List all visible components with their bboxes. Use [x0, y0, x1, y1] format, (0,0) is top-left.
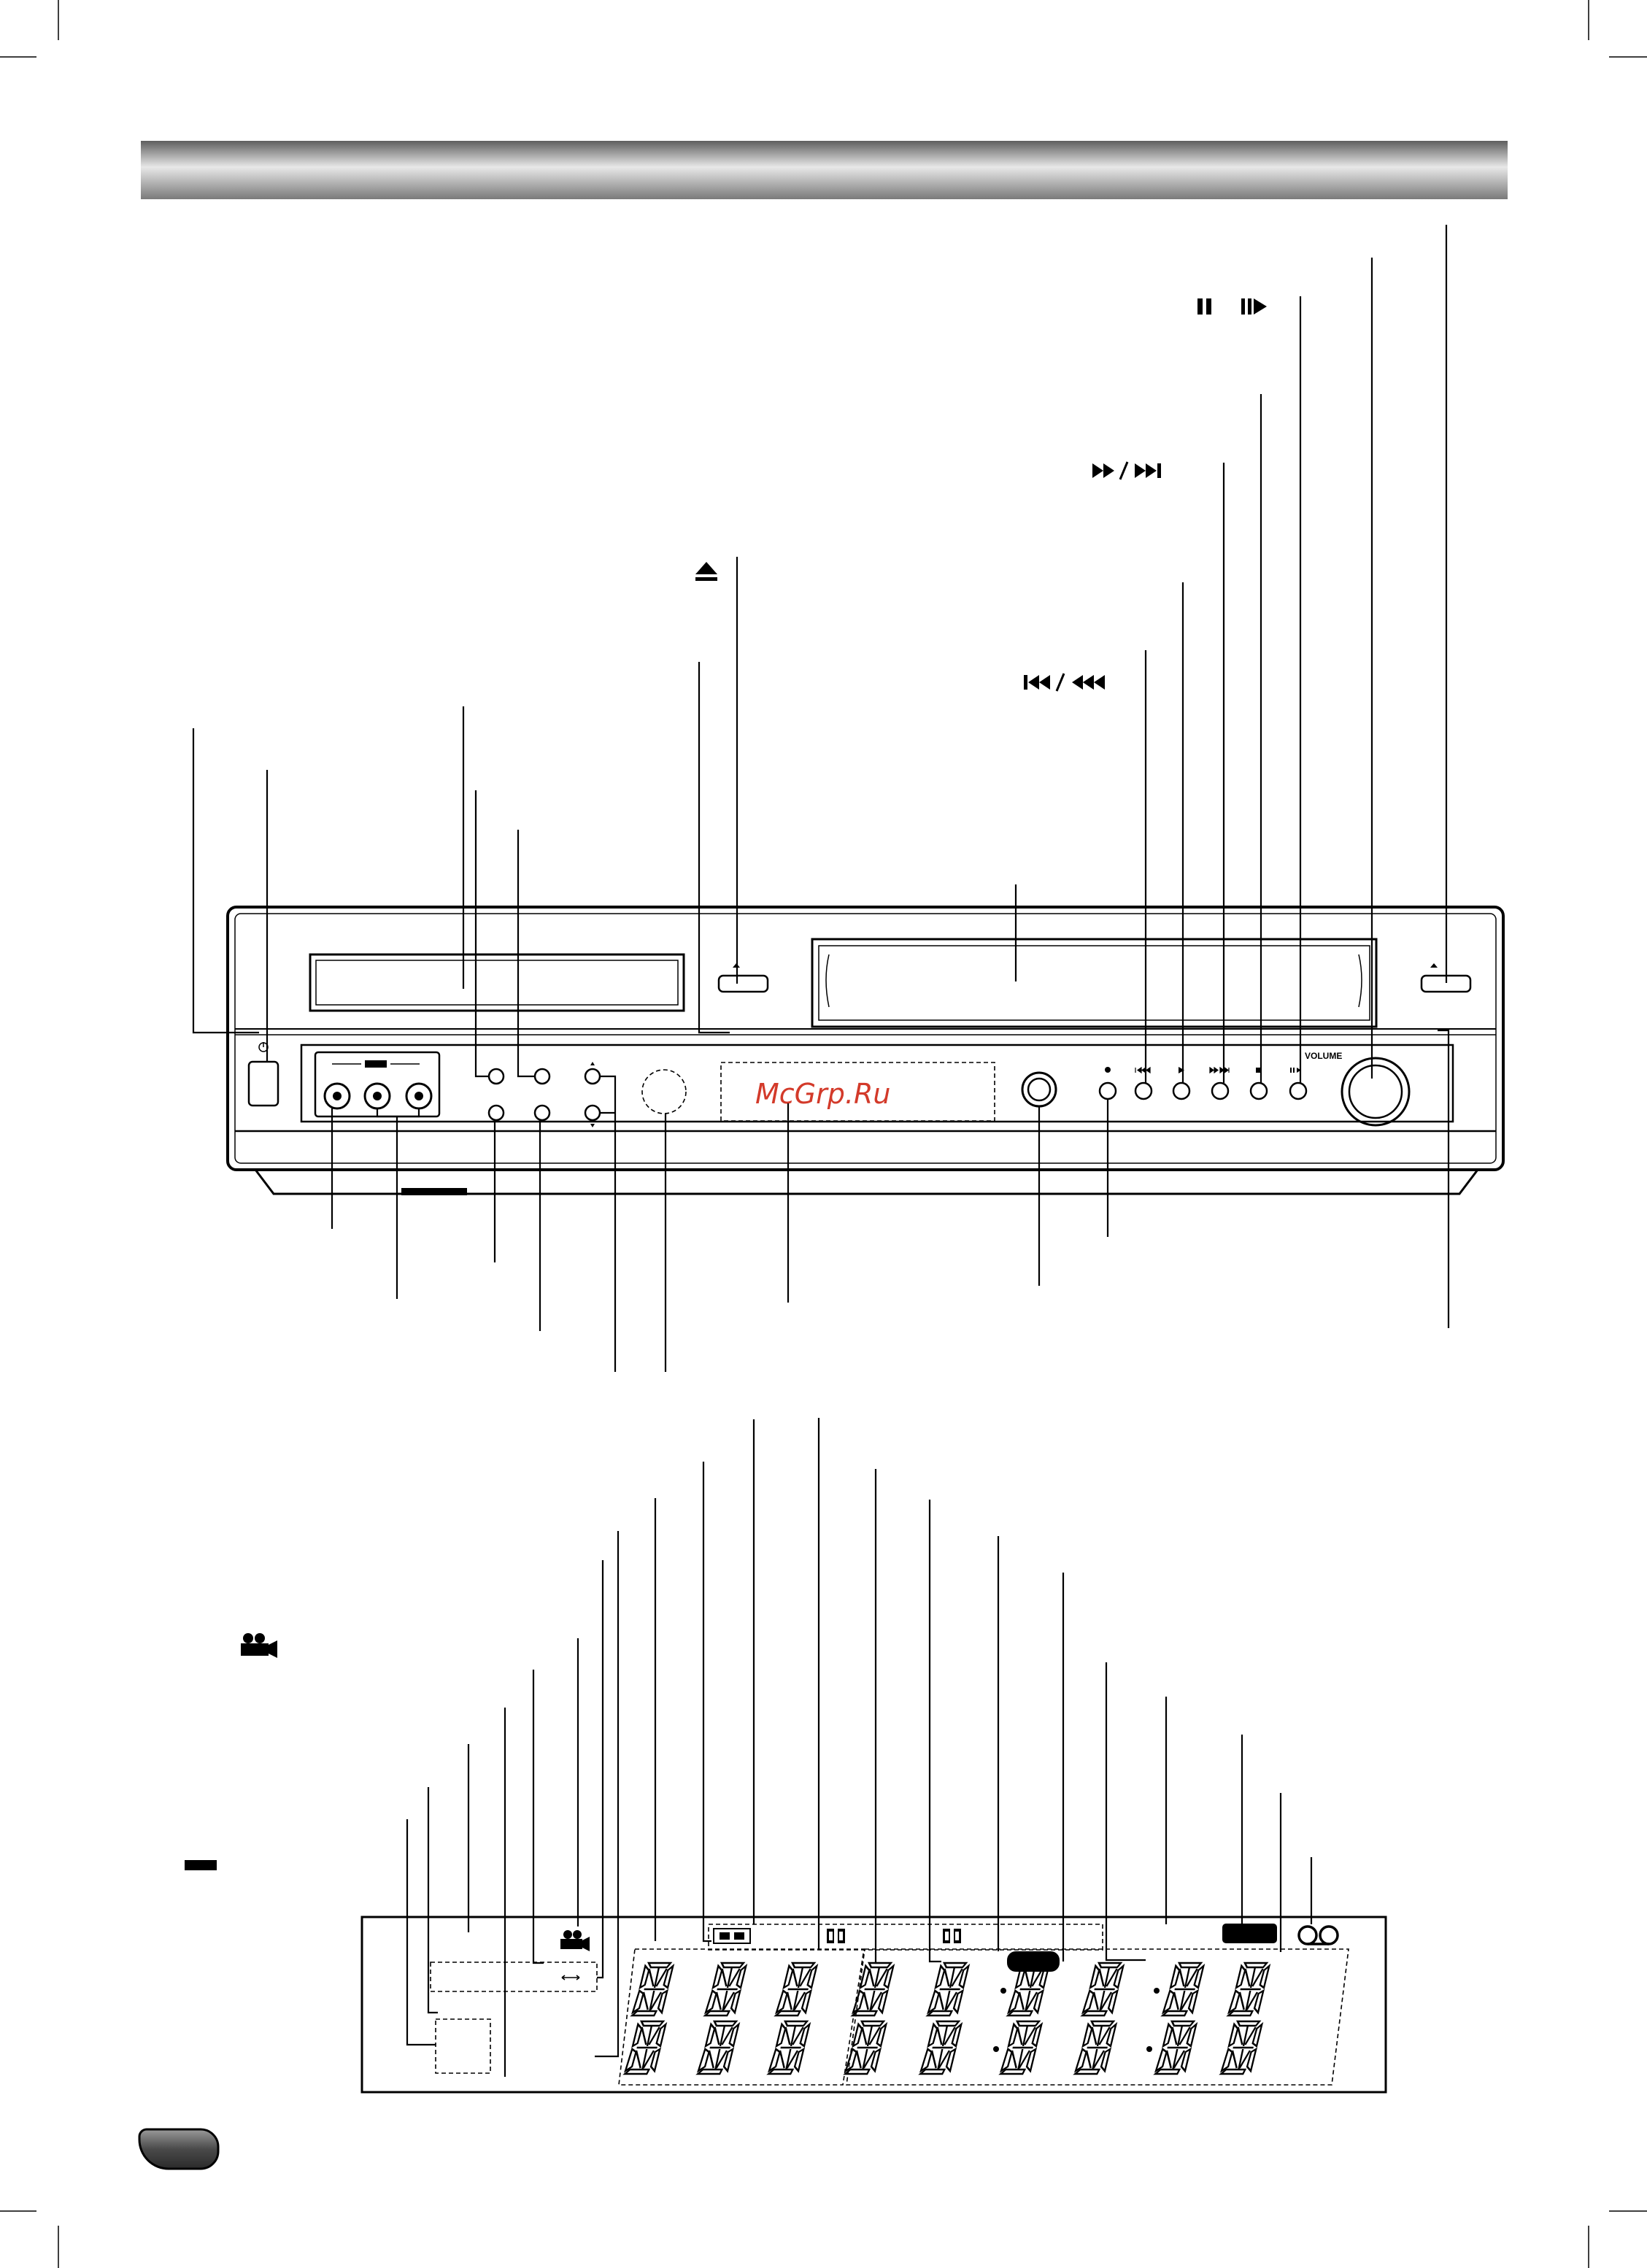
watermark: McGrp.Ru [755, 1078, 891, 1110]
display-camcorder-icon [560, 1930, 590, 1951]
display-box-large [431, 1962, 597, 1991]
volume-knob[interactable] [1305, 1051, 1409, 1125]
power-button[interactable] [249, 1042, 278, 1106]
transport-buttons[interactable] [1100, 1067, 1306, 1099]
jog-dial[interactable] [1022, 1073, 1056, 1106]
display-box-small [436, 2019, 490, 2073]
display-pill-indicator-1 [1007, 1951, 1060, 1972]
segment-digits [625, 1963, 1270, 2074]
page-tab [139, 2129, 218, 2169]
arrow-indicator [562, 1975, 579, 1980]
vcr-mode-indicator [185, 1860, 217, 1870]
dvd-disc-icon [714, 1929, 750, 1943]
av-input-jacks[interactable] [315, 1052, 439, 1116]
camcorder-icon [241, 1633, 277, 1658]
dolby-icon-1 [827, 1929, 845, 1943]
dolby-icon-2 [943, 1929, 961, 1943]
dvd-tray[interactable] [310, 954, 684, 1011]
display-pill-indicator-2 [1222, 1924, 1277, 1943]
remote-sensor [642, 1070, 686, 1114]
pause-step-label [1197, 298, 1267, 315]
vcr-cassette-slot[interactable] [812, 939, 1376, 1027]
display-top-strip [709, 1924, 1103, 1950]
tape-icon [1299, 1926, 1338, 1944]
dvd-eject-button[interactable] [719, 963, 768, 992]
volume-label: VOLUME [1305, 1051, 1343, 1061]
rew-skip-label [1024, 674, 1105, 691]
ff-skip-label [1092, 462, 1161, 479]
eject-label [695, 562, 717, 581]
channel-buttons[interactable] [585, 1062, 600, 1127]
header-band [141, 141, 1508, 199]
